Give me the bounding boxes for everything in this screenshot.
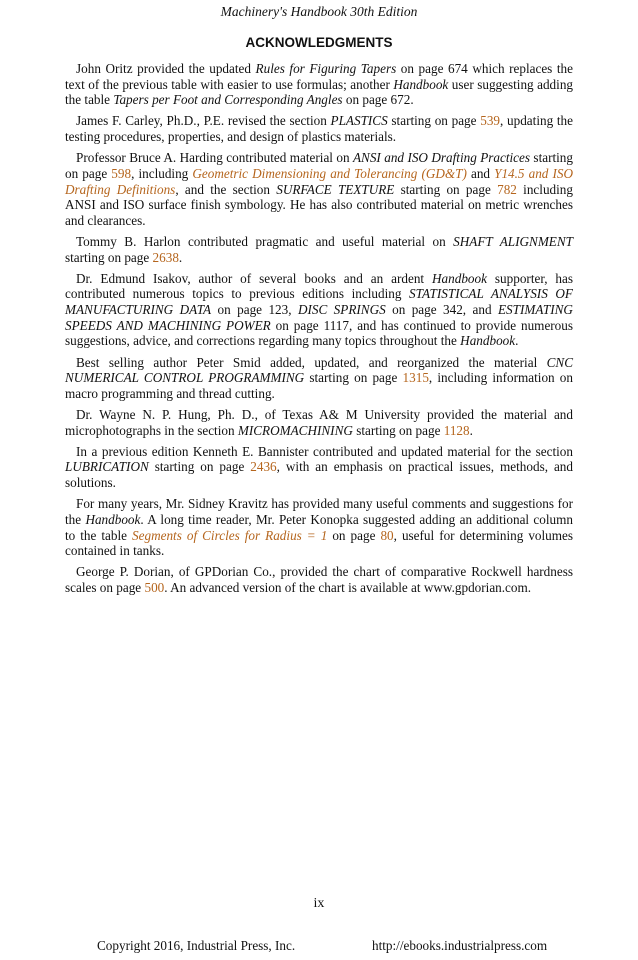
link-gdt[interactable]: Geometric Dimensioning and Tolerancing (GD&T) [192,165,467,181]
page-number: ix [313,896,325,911]
text: . [178,249,183,265]
text: , and the section [175,181,277,197]
paragraph-harlon [65,234,573,265]
text: starting on page [387,113,481,129]
acknowledgments-body [65,61,573,601]
text: Professor Bruce A. Harding contributed material on [76,150,353,166]
text: James F. Carley, Ph.D., P.E. revised the section [76,113,331,129]
title-italic: DISC SPRINGS [297,302,386,318]
title-italic: Handbook [85,511,141,527]
text: . [515,333,519,349]
paragraph-harding [65,150,573,228]
text: George P. Dorian, of GPDorian Co., provided the chart of comparative Rockwell hardness scales on page [65,564,573,595]
page-title: ACKNOWLEDGMENTS [245,35,393,50]
page-link-2436[interactable]: 2436 [250,459,277,475]
page-link-598[interactable]: 598 [111,165,132,181]
page-link-80[interactable]: 80 [380,527,394,543]
text: on page 123, [211,302,298,318]
text: . A long time reader, Mr. Peter Konopka suggested adding an additional column to the table [65,511,573,543]
title-italic: ESTIMATING SPEEDS AND MACHINING POWER [65,302,573,333]
title-italic: Tapers per Foot and Corresponding Angles [113,92,343,108]
text: starting on page [148,459,251,475]
running-header: Machinery's Handbook 30th Edition [220,4,418,19]
page-link-2638[interactable]: 2638 [152,249,179,265]
page-link-1128[interactable]: 1128 [443,422,470,438]
text: , including [131,165,193,181]
text: on page 672. [342,92,414,108]
paragraph-hung [65,407,573,438]
text: , updating the testing procedures, properties, and design of plastics materials. [65,113,573,145]
page-link-782[interactable]: 782 [497,181,517,197]
title-italic: Handbook [460,333,516,349]
text: starting on page [65,150,573,181]
text: Dr. Wayne N. P. Hung, Ph. D., of Texas A& M University provided the material and microphotographs in the section [65,407,573,438]
text: For many years, Mr. Sidney Kravitz has provided many useful comments and suggestions for the [65,496,573,527]
text: starting on page [352,422,444,438]
text: on page 1117, and has continued to provide numerous suggestions, advice, and corrections regarding many topics throughout the [65,317,574,349]
title-italic: Rules for Figuring Tapers [255,61,397,76]
page-link-539[interactable]: 539 [480,113,500,129]
text: In a previous edition Kenneth E. Bannister contributed and updated material for the section [76,443,573,459]
text: starting on page [394,181,498,197]
title-italic: SHAFT ALIGNMENT [453,234,573,249]
text: Dr. Edmund Isakov, author of several books and an ardent [76,270,433,286]
title-italic: LUBRICATION [65,459,149,475]
text: Best selling author Peter Smid added, updated, and reorganized the material [76,354,547,370]
title-italic: PLASTICS [330,113,388,129]
title-italic: ANSI and ISO Drafting Practices [352,150,531,166]
text: , useful for determining volumes contained in tanks. [65,527,574,559]
footer-url-link[interactable]: http://ebooks.industrialpress.com [372,938,548,953]
text: , with an emphasis on practical issues, methods, and solutions. [65,459,573,491]
text: on page [327,527,381,543]
paragraph-dorian [65,564,573,595]
text: , including information on macro programming and thread cutting. [65,370,573,401]
title-italic: Handbook [432,270,487,286]
text: and [466,165,495,181]
text: supporter, has contributed numerous topics to previous editions including [65,270,573,302]
paragraph-carley [65,113,573,144]
paragraph-bannister [65,444,573,491]
page-link-1315[interactable]: 1315 [402,370,429,386]
link-drafting-definitions[interactable]: Y14.5 and ISO Drafting Definitions [65,165,573,197]
text: starting on page [65,249,153,265]
copyright-notice: Copyright 2016, Industrial Press, Inc. [97,938,296,953]
text: on page 674 which replaces the text of the previous table with easier to use formulas; another [65,61,573,92]
text: on page 342, and [385,302,498,318]
paragraph-isakov [65,271,573,349]
text: starting on page [304,370,403,386]
title-italic: MICROMACHINING [237,422,353,438]
text: Tommy B. Harlon contributed pragmatic and useful material on [76,234,454,249]
text: . [469,422,473,438]
paragraph-smid [65,355,573,402]
paragraph-oritz [65,61,573,108]
text: John Oritz provided the updated [76,61,256,76]
link-segments-of-circles[interactable]: Segments of Circles for Radius = 1 [132,527,328,543]
text: including ANSI and ISO surface finish symbology. He has also contributed material on metric wrenches and clearances. [65,181,573,228]
title-italic: SURFACE TEXTURE [276,181,395,197]
text: . An advanced version of the chart is available at www.gpdorian.com. [164,580,532,595]
text: user suggesting adding the table [65,76,574,108]
page-link-500[interactable]: 500 [144,580,165,595]
title-italic: STATISTICAL ANALYSIS OF MANUFACTURING DATA [65,286,573,318]
title-italic: Handbook [393,76,449,92]
title-italic: CNC NUMERICAL CONTROL PROGRAMMING [65,354,573,386]
paragraph-kravitz [65,496,573,558]
